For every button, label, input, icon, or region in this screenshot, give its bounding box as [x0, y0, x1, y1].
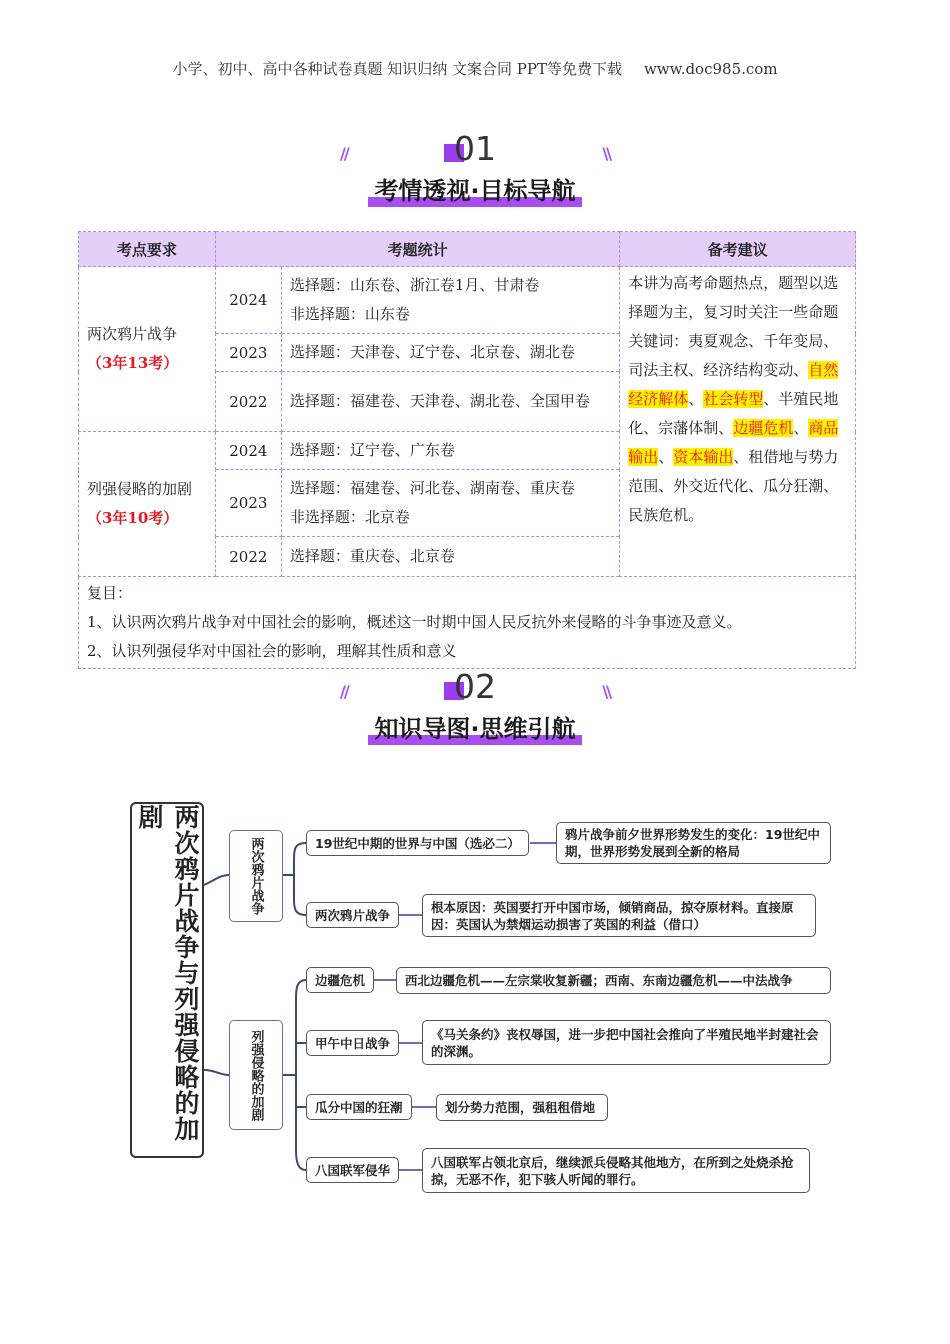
mindmap-detail: 根本原因：英国要打开中国市场，倾销商品，掠夺原材料。直接原因：英国认为禁烟运动损害了英国的利益（借口） [422, 894, 816, 937]
mindmap-node: 边疆危机 [306, 967, 374, 993]
stats-cell [281, 267, 619, 334]
mindmap-node: 19世纪中期的世界与中国（选必二） [306, 830, 529, 856]
stats-cell: 选择题：福建卷、天津卷、湖北卷、全国甲卷 [281, 372, 619, 432]
advice-cell: 本讲为高考命题热点，题型以选择题为主，复习时关注一些命题关键词：夷夏观念、千年变局、司法主权、经济结构变动、自然经济解体、社会转型、半殖民地化、宗藩体制、边疆危机、商品输出、资本输出、租借地与势力范围、外交近代化、瓜分狂潮、民族危机。 [620, 267, 856, 577]
topic-name: 列强侵略的加剧 [87, 480, 193, 498]
mindmap-detail: 鸦片战争前夕世界形势发生的变化：19世纪中期，世界形势发展到全新的格局 [556, 822, 831, 864]
stats-cell: 选择题：辽宁卷、广东卷 [281, 432, 619, 470]
keyword-highlight: 资本输出 [673, 448, 734, 466]
year-cell: 2023 [215, 470, 281, 537]
goal-item: 1、认识两次鸦片战争对中国社会的影响，概述这一时期中国人民反抗外来侵略的斗争事迹及意义。 [87, 613, 742, 631]
mindmap-node: 甲午中日战争 [306, 1030, 399, 1056]
topic-name: 两次鸦片战争 [87, 325, 178, 343]
keyword-highlight: 边疆危机 [733, 419, 794, 437]
header-url[interactable]: www.doc985.com [643, 60, 778, 78]
mindmap-detail: 八国联军占领北京后，继续派兵侵略其他地方，在所到之处烧杀抢掠，无恶不作，犯下骇人听闻的罪行。 [422, 1148, 810, 1193]
advice-text: 、半殖民地化、宗藩体制、 [628, 390, 839, 437]
stats-line: 选择题：山东卷、浙江卷1月、甘肃卷 [289, 276, 540, 294]
mindmap-node: 两次鸦片战争 [306, 902, 399, 928]
slash-decoration: // [340, 144, 348, 163]
goal-item: 2、认识列强侵华对中国社会的影响，理解其性质和意义 [87, 642, 457, 660]
mindmap-node: 八国联军侵华 [306, 1157, 399, 1183]
stats-cell [281, 470, 619, 537]
stats-line: 非选择题：山东卷 [289, 305, 410, 323]
page-header [0, 58, 950, 79]
slash-decoration: \\ [602, 144, 610, 163]
header-text: 小学、初中、高中各种试卷真题 知识归纳 文案合同 PPT等免费下载 [172, 60, 622, 78]
mindmap-branch-aggression: 列强侵略的加剧 [229, 1020, 283, 1130]
advice-text: 、租借地与势力范围、外交近代化、瓜分狂潮、民族危机。 [628, 448, 839, 524]
goals-cell [79, 577, 856, 669]
topic-cell [79, 267, 216, 432]
year-cell: 2024 [215, 267, 281, 334]
topic-cell [79, 432, 216, 577]
stats-cell: 选择题：重庆卷、北京卷 [281, 537, 619, 577]
slash-decoration: // [340, 682, 348, 701]
advice-text: 本讲为高考命题热点，题型以选择题为主，复习时关注一些命题关键词：夷夏观念、千年变局、司法主权、经济结构变动、 [628, 274, 839, 379]
keyword-highlight: 社会转型 [703, 390, 764, 408]
year-cell: 2024 [215, 432, 281, 470]
exam-analysis-table [78, 231, 856, 669]
year-cell: 2022 [215, 372, 281, 432]
slash-decoration: \\ [602, 682, 610, 701]
header-stats: 考题统计 [215, 232, 619, 267]
year-cell: 2022 [215, 537, 281, 577]
stats-line: 非选择题：北京卷 [289, 508, 410, 526]
year-cell: 2023 [215, 334, 281, 372]
section-02-title: 知识导图·思维引航 [368, 709, 581, 744]
section-02-number: 02 [454, 670, 496, 703]
section-02-heading [330, 667, 620, 744]
mindmap-node: 瓜分中国的狂潮 [306, 1094, 412, 1120]
section-01-number: 01 [454, 132, 496, 165]
keyword-highlight: 自然经济解体 [628, 361, 839, 408]
mindmap-branch-opium-wars: 两次鸦片战争 [229, 830, 283, 922]
header-advice: 备考建议 [620, 232, 856, 267]
section-01-title: 考情透视·目标导航 [368, 171, 581, 206]
mindmap-detail: 西北边疆危机——左宗棠收复新疆；西南、东南边疆危机——中法战争 [396, 967, 831, 994]
topic-count: （3年13考） [87, 354, 179, 372]
keyword-highlight: 商品输出 [628, 419, 839, 466]
stats-line: 选择题：福建卷、河北卷、湖南卷、重庆卷 [289, 479, 575, 497]
mindmap-root: 两次鸦片战争与列强侵略的加剧 [130, 802, 204, 1158]
section-01-heading [330, 129, 620, 206]
header-topic: 考点要求 [79, 232, 216, 267]
goals-label: 复目： [87, 584, 133, 602]
topic-count: （3年10考） [87, 509, 179, 527]
mindmap-detail: 划分势力范围，强租租借地 [436, 1094, 608, 1121]
stats-cell: 选择题：天津卷、辽宁卷、北京卷、湖北卷 [281, 334, 619, 372]
mindmap-detail: 《马关条约》丧权辱国，进一步把中国社会推向了半殖民地半封建社会的深渊。 [422, 1020, 831, 1065]
